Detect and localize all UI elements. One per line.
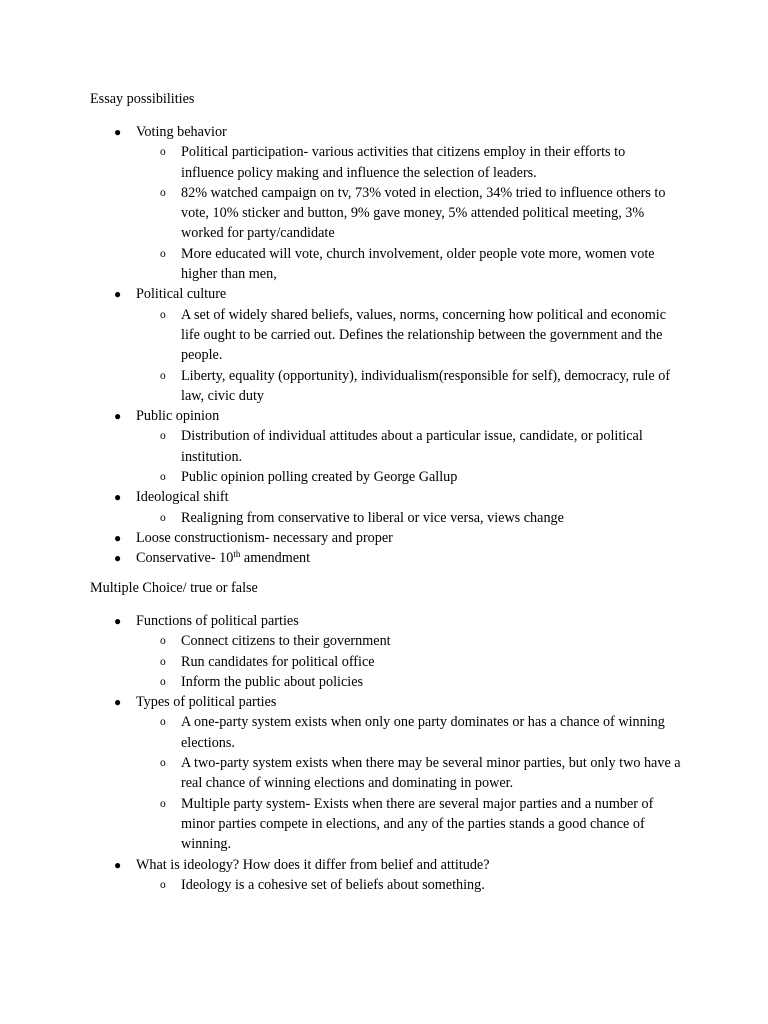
- section-heading-essay: Essay possibilities: [90, 91, 195, 107]
- list-item: [0, 487, 696, 528]
- circle-bullet-icon: o: [160, 655, 166, 668]
- sub-list-item: [160, 631, 681, 651]
- sub-list-item: [160, 712, 681, 753]
- list-item-text: Political culture: [136, 286, 227, 303]
- sub-list: [136, 631, 696, 692]
- list-item-text: Ideological shift: [136, 489, 229, 506]
- sub-list-item-text: More educated will vote, church involvement, older people vote more, women vote higher than men,: [181, 245, 655, 283]
- list-item: [0, 122, 696, 284]
- bullet-icon: ●: [114, 695, 122, 710]
- sub-list: [136, 712, 696, 854]
- sub-list-item: [160, 753, 681, 794]
- circle-bullet-icon: o: [160, 716, 166, 729]
- sub-list-item-text: A two-party system exists when there may be several minor parties, but only two have a real chance of winning elections and dominating in power.: [181, 755, 681, 792]
- sub-list-item: [160, 305, 681, 366]
- circle-bullet-icon: o: [160, 757, 166, 770]
- circle-bullet-icon: o: [160, 797, 166, 810]
- list-item-text: What is ideology? How does it differ from belief and attitude?: [136, 856, 490, 873]
- sub-list-item-text: Run candidates for political office: [181, 653, 375, 670]
- sub-list-item-text: A set of widely shared beliefs, values, norms, concerning how political and economic life ought to be carried out. Defines the relationship between the government and the people.: [181, 306, 666, 364]
- circle-bullet-icon: o: [160, 878, 166, 891]
- bullet-icon: ●: [114, 490, 122, 505]
- essay-list: [0, 122, 768, 569]
- circle-bullet-icon: o: [160, 430, 166, 443]
- sub-list-item-text: Political participation- various activities that citizens employ in their efforts to influence policy making and influence the selection of leaders.: [181, 144, 626, 181]
- sub-list-item-text: Multiple party system- Exists when there are several major parties and a number of minor parties compete in elections, and any of the parties stands a good chance of winning.: [181, 795, 654, 853]
- circle-bullet-icon: o: [160, 675, 166, 688]
- sub-list-item-text: Inform the public about policies: [181, 673, 364, 690]
- sub-list-item-text: Public opinion polling created by George Gallup: [181, 469, 458, 486]
- list-item: [0, 548, 696, 568]
- multiple-choice-list: [0, 611, 768, 895]
- list-item-text: Public opinion: [136, 408, 220, 425]
- sub-list-item-text: Realigning from conservative to liberal or vice versa, views change: [181, 509, 564, 526]
- list-item: [0, 528, 696, 548]
- circle-bullet-icon: o: [160, 308, 166, 321]
- circle-bullet-icon: o: [160, 635, 166, 648]
- sub-list-item-text: Liberty, equality (opportunity), individualism(responsible for self), democracy, rule of law, civic duty: [181, 367, 671, 404]
- sub-list-item: [160, 244, 681, 285]
- list-item-text: Conservative- 10: [136, 550, 234, 567]
- bullet-icon: ●: [114, 551, 122, 566]
- list-item-text: Types of political parties: [136, 694, 277, 711]
- list-item: [0, 284, 696, 406]
- sub-list-item-text: A one-party system exists when only one party dominates or has a chance of winning elections.: [181, 714, 665, 751]
- list-item: [0, 611, 696, 692]
- list-item: [0, 692, 696, 854]
- circle-bullet-icon: o: [160, 511, 166, 524]
- list-item-text: Loose constructionism- necessary and proper: [136, 529, 393, 546]
- sub-list-item: [160, 652, 681, 672]
- sub-list: [136, 875, 696, 895]
- circle-bullet-icon: o: [160, 471, 166, 484]
- circle-bullet-icon: o: [160, 369, 166, 382]
- sub-list: [136, 305, 696, 406]
- sub-list-item: [160, 875, 681, 895]
- sub-list-item: [160, 467, 681, 487]
- list-item: [0, 406, 696, 487]
- sub-list-item: [160, 794, 681, 855]
- sub-list-item: [160, 508, 681, 528]
- list-item-text: Functions of political parties: [136, 613, 299, 629]
- sub-list-item: [160, 183, 681, 244]
- circle-bullet-icon: o: [160, 146, 166, 159]
- list-item-text-suffix: amendment: [240, 550, 311, 567]
- bullet-icon: ●: [114, 125, 122, 139]
- sub-list-item-text: Ideology is a cohesive set of beliefs about something.: [181, 876, 485, 893]
- sub-list-item: [160, 672, 681, 692]
- list-item: [0, 855, 696, 896]
- sub-list-item-text: Connect citizens to their government: [181, 633, 391, 650]
- sub-list: [136, 142, 696, 284]
- bullet-icon: ●: [114, 857, 122, 872]
- sub-list-item-text: Distribution of individual attitudes about a particular issue, candidate, or political institution.: [181, 428, 643, 465]
- superscript: th: [233, 549, 241, 560]
- circle-bullet-icon: o: [160, 247, 166, 260]
- circle-bullet-icon: o: [160, 186, 166, 199]
- bullet-icon: ●: [114, 287, 122, 302]
- bullet-icon: ●: [114, 614, 122, 628]
- bullet-icon: ●: [114, 409, 122, 424]
- sub-list: [136, 426, 696, 487]
- sub-list-item-text: 82% watched campaign on tv, 73% voted in election, 34% tried to influence others to vote, 10% sticker and button, 9% gave money, 5% attended political meeting, 3% worked for party/candidate: [181, 184, 666, 242]
- section-heading-multiple-choice: Multiple Choice/ true or false: [90, 580, 258, 596]
- sub-list-item: [160, 142, 681, 183]
- bullet-icon: ●: [114, 530, 122, 545]
- sub-list: [136, 508, 696, 528]
- sub-list-item: [160, 426, 681, 467]
- sub-list-item: [160, 366, 681, 407]
- list-item-text: Voting behavior: [136, 124, 227, 140]
